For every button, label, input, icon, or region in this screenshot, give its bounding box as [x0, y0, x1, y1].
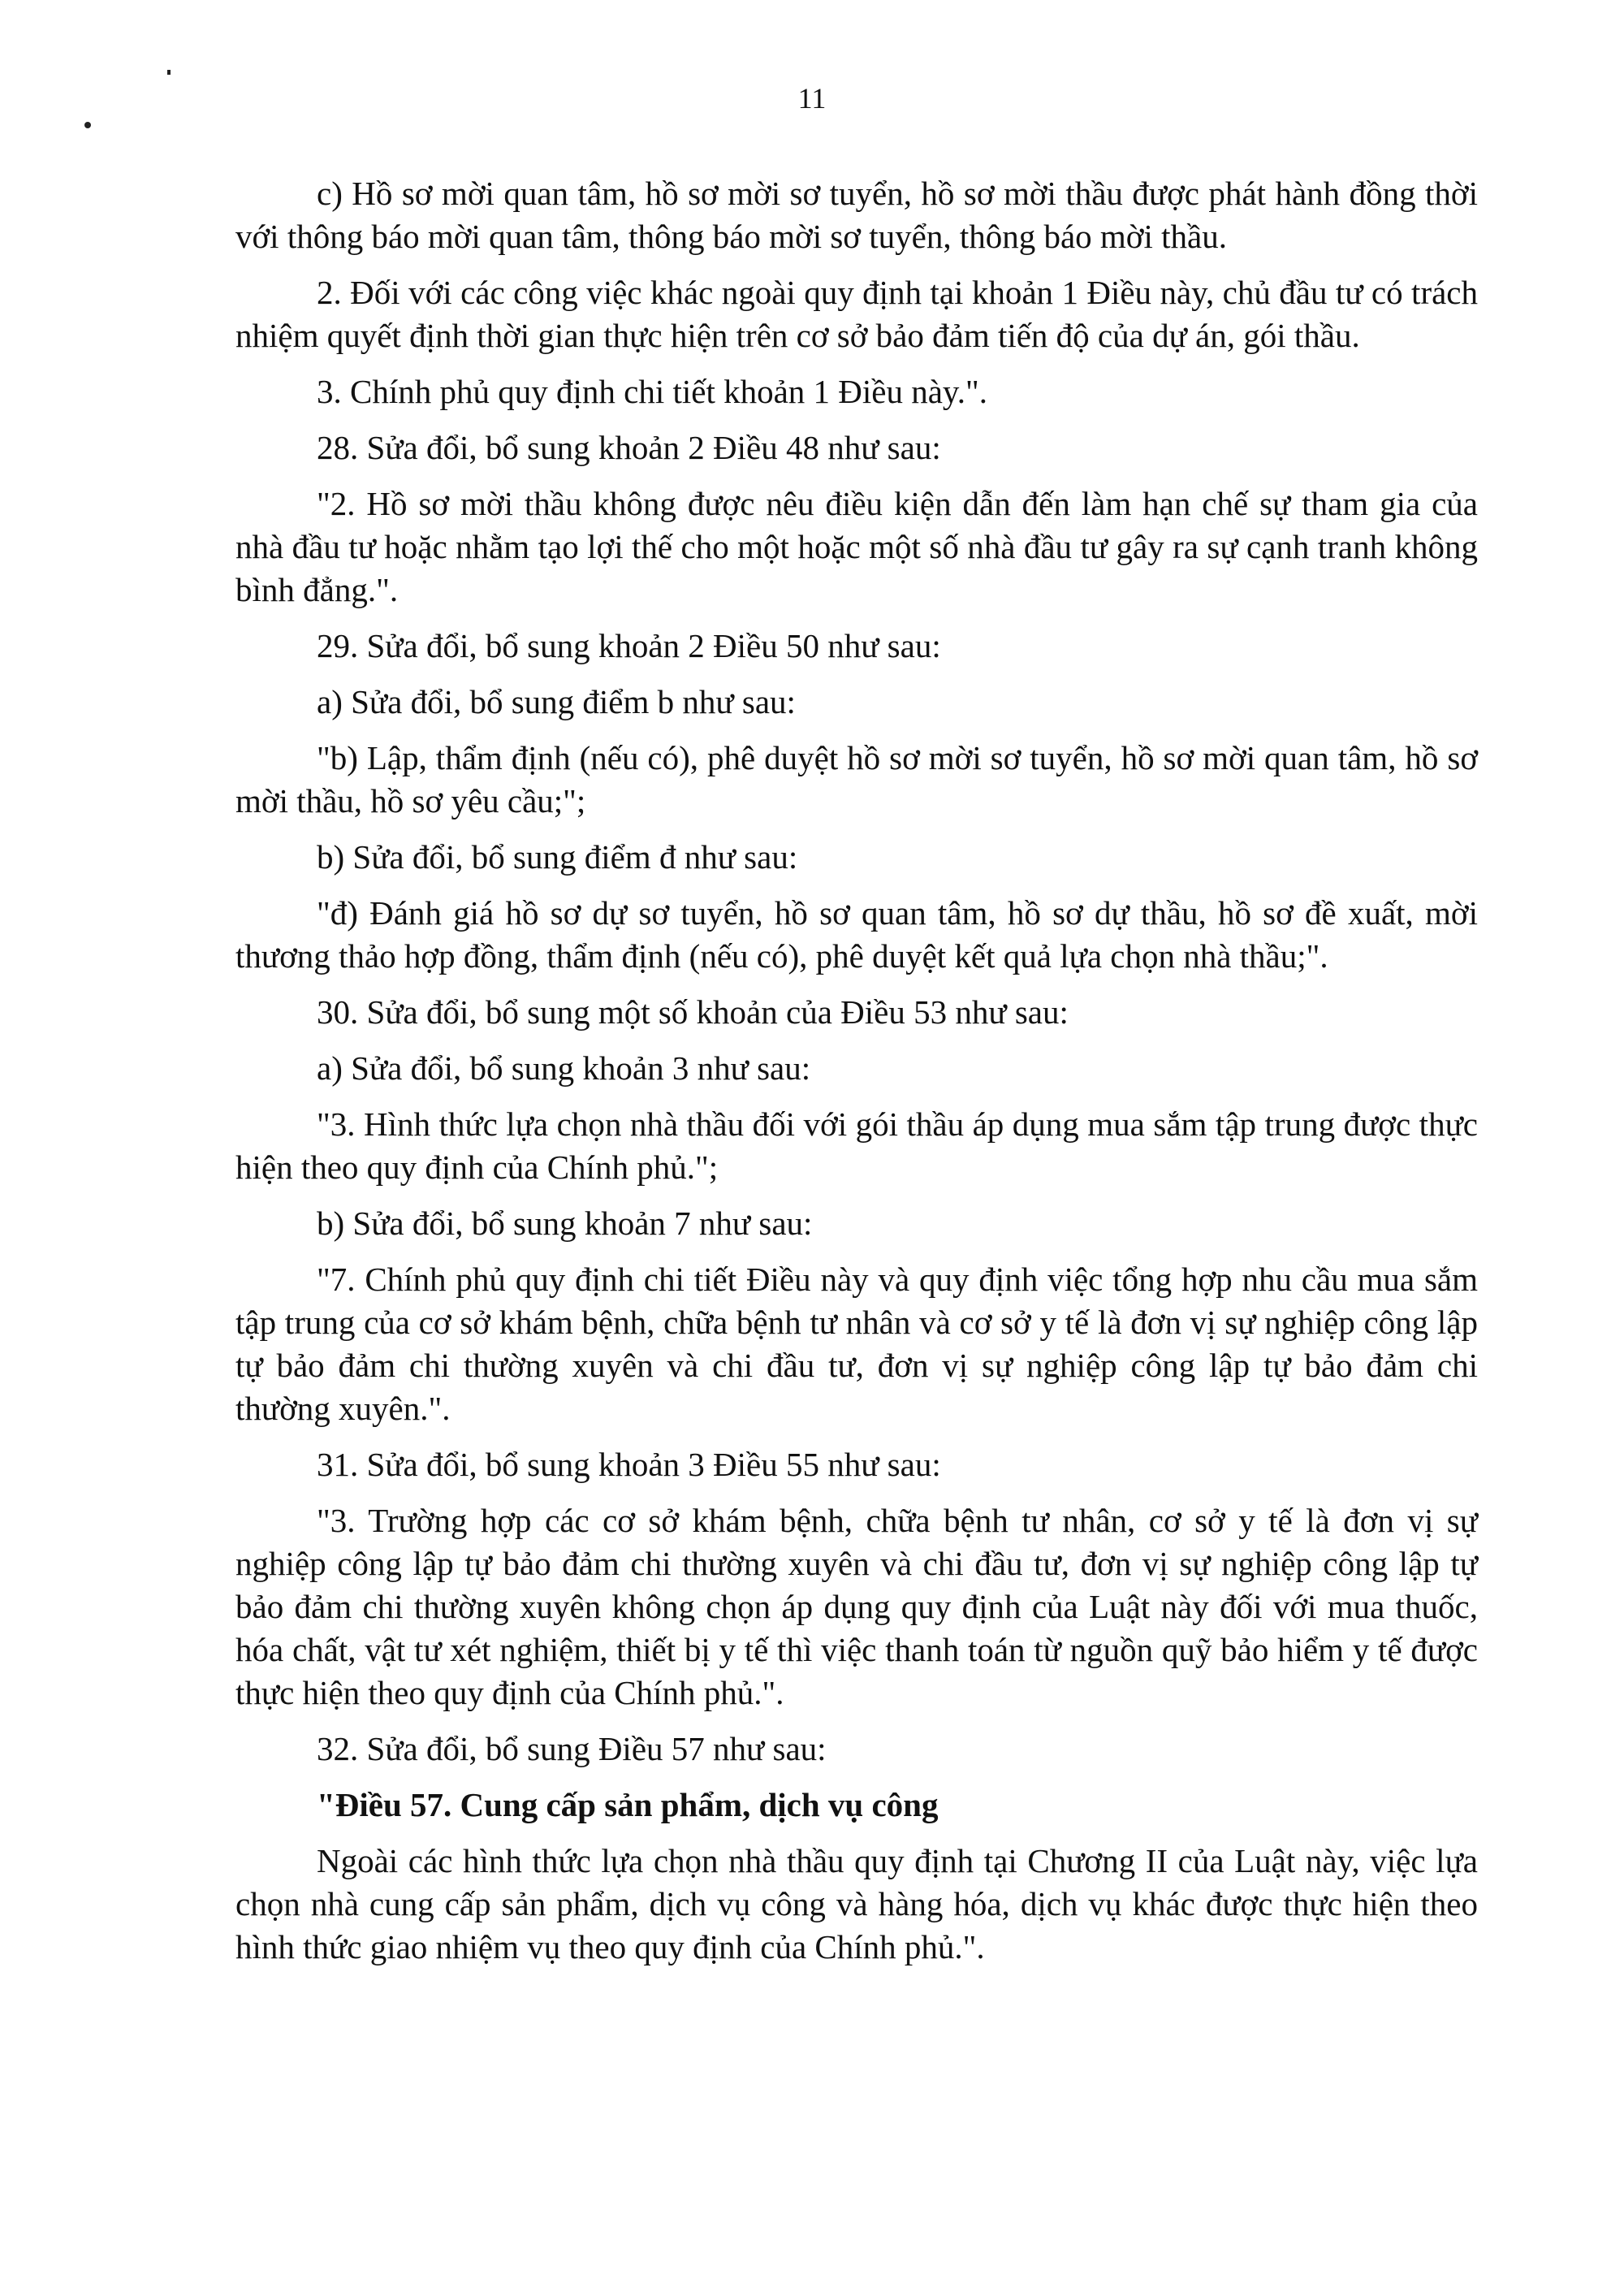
article-57-body: Ngoài các hình thức lựa chọn nhà thầu quy định tại Chương II của Luật này, việc lựa chọn nhà cung cấp sản phẩm, dịch vụ công và hàng hóa, dịch vụ khác được thực hiện theo hình thức giao nhiệm vụ theo quy định của Chính phủ.".	[235, 1842, 1478, 1965]
paragraph-28-amendment: 28. Sửa đổi, bổ sung khoản 2 Điều 48 như sau:	[317, 429, 941, 466]
paragraph-29-amendment: 29. Sửa đổi, bổ sung khoản 2 Điều 50 như sau:	[317, 627, 941, 664]
paragraph-29-a-quote: "b) Lập, thẩm định (nếu có), phê duyệt hồ sơ mời sơ tuyển, hồ sơ mời quan tâm, hồ sơ mời thầu, hồ sơ yêu cầu;";	[235, 739, 1478, 819]
document-body	[235, 172, 1478, 1982]
paragraph-30-b-quote: "7. Chính phủ quy định chi tiết Điều này và quy định việc tổng hợp nhu cầu mua sắm tập trung của cơ sở khám bệnh, chữa bệnh tư nhân và cơ sở y tế là đơn vị sự nghiệp công lập tự bảo đảm chi thường xuyên và chi đầu tư, đơn vị sự nghiệp công lập tự bảo đảm chi thường xuyên.".	[235, 1261, 1478, 1427]
paragraph-29-a: a) Sửa đổi, bổ sung điểm b như sau:	[317, 683, 796, 720]
paragraph-3-government-detail: 3. Chính phủ quy định chi tiết khoản 1 Điều này.".	[317, 373, 988, 410]
paragraph-31-quote: "3. Trường hợp các cơ sở khám bệnh, chữa bệnh tư nhân, cơ sở y tế là đơn vị sự nghiệp công lập tự bảo đảm chi thường xuyên và chi đầu tư, đơn vị sự nghiệp công lập tự bảo đảm chi thường xuyên không chọn áp dụng quy định của Luật này đối với mua thuốc, hóa chất, vật tư xét nghiệm, thiết bị y tế thì việc thanh toán từ nguồn quỹ bảo hiểm y tế được thực hiện theo quy định của Chính phủ.".	[235, 1502, 1478, 1711]
paragraph-30-a: a) Sửa đổi, bổ sung khoản 3 như sau:	[317, 1049, 811, 1087]
paragraph-32-amendment: 32. Sửa đổi, bổ sung Điều 57 như sau:	[317, 1730, 827, 1767]
paragraph-31-amendment: 31. Sửa đổi, bổ sung khoản 3 Điều 55 như sau:	[317, 1446, 941, 1483]
paragraph-28-quote: "2. Hồ sơ mời thầu không được nêu điều kiện dẫn đến làm hạn chế sự tham gia của nhà đầu tư hoặc nhằm tạo lợi thế cho một hoặc một số nhà đầu tư gây ra sự cạnh tranh không bình đẳng.".	[235, 485, 1478, 608]
paragraph-29-b-quote: "đ) Đánh giá hồ sơ dự sơ tuyển, hồ sơ quan tâm, hồ sơ dự thầu, hồ sơ đề xuất, mời thương thảo hợp đồng, thẩm định (nếu có), phê duyệt kết quả lựa chọn nhà thầu;".	[235, 894, 1478, 975]
paragraph-30-b: b) Sửa đổi, bổ sung khoản 7 như sau:	[317, 1204, 813, 1242]
paragraph-c-publication: c) Hồ sơ mời quan tâm, hồ sơ mời sơ tuyển, hồ sơ mời thầu được phát hành đồng thời với thông báo mời quan tâm, thông báo mời sơ tuyển, thông báo mời thầu.	[235, 175, 1478, 255]
scan-speck	[167, 70, 171, 75]
paragraph-2-other-tasks: 2. Đối với các công việc khác ngoài quy định tại khoản 1 Điều này, chủ đầu tư có trách nhiệm quyết định thời gian thực hiện trên cơ sở bảo đảm tiến độ của dự án, gói thầu.	[235, 274, 1478, 354]
scan-speck	[84, 122, 91, 128]
article-57-heading: "Điều 57. Cung cấp sản phẩm, dịch vụ công	[317, 1786, 939, 1823]
paragraph-30-amendment: 30. Sửa đổi, bổ sung một số khoản của Điều 53 như sau:	[317, 993, 1069, 1031]
paragraph-29-b: b) Sửa đổi, bổ sung điểm đ như sau:	[317, 838, 798, 876]
paragraph-30-a-quote: "3. Hình thức lựa chọn nhà thầu đối với gói thầu áp dụng mua sắm tập trung được thực hiện theo quy định của Chính phủ.";	[235, 1105, 1478, 1186]
page-number: 11	[797, 82, 827, 115]
